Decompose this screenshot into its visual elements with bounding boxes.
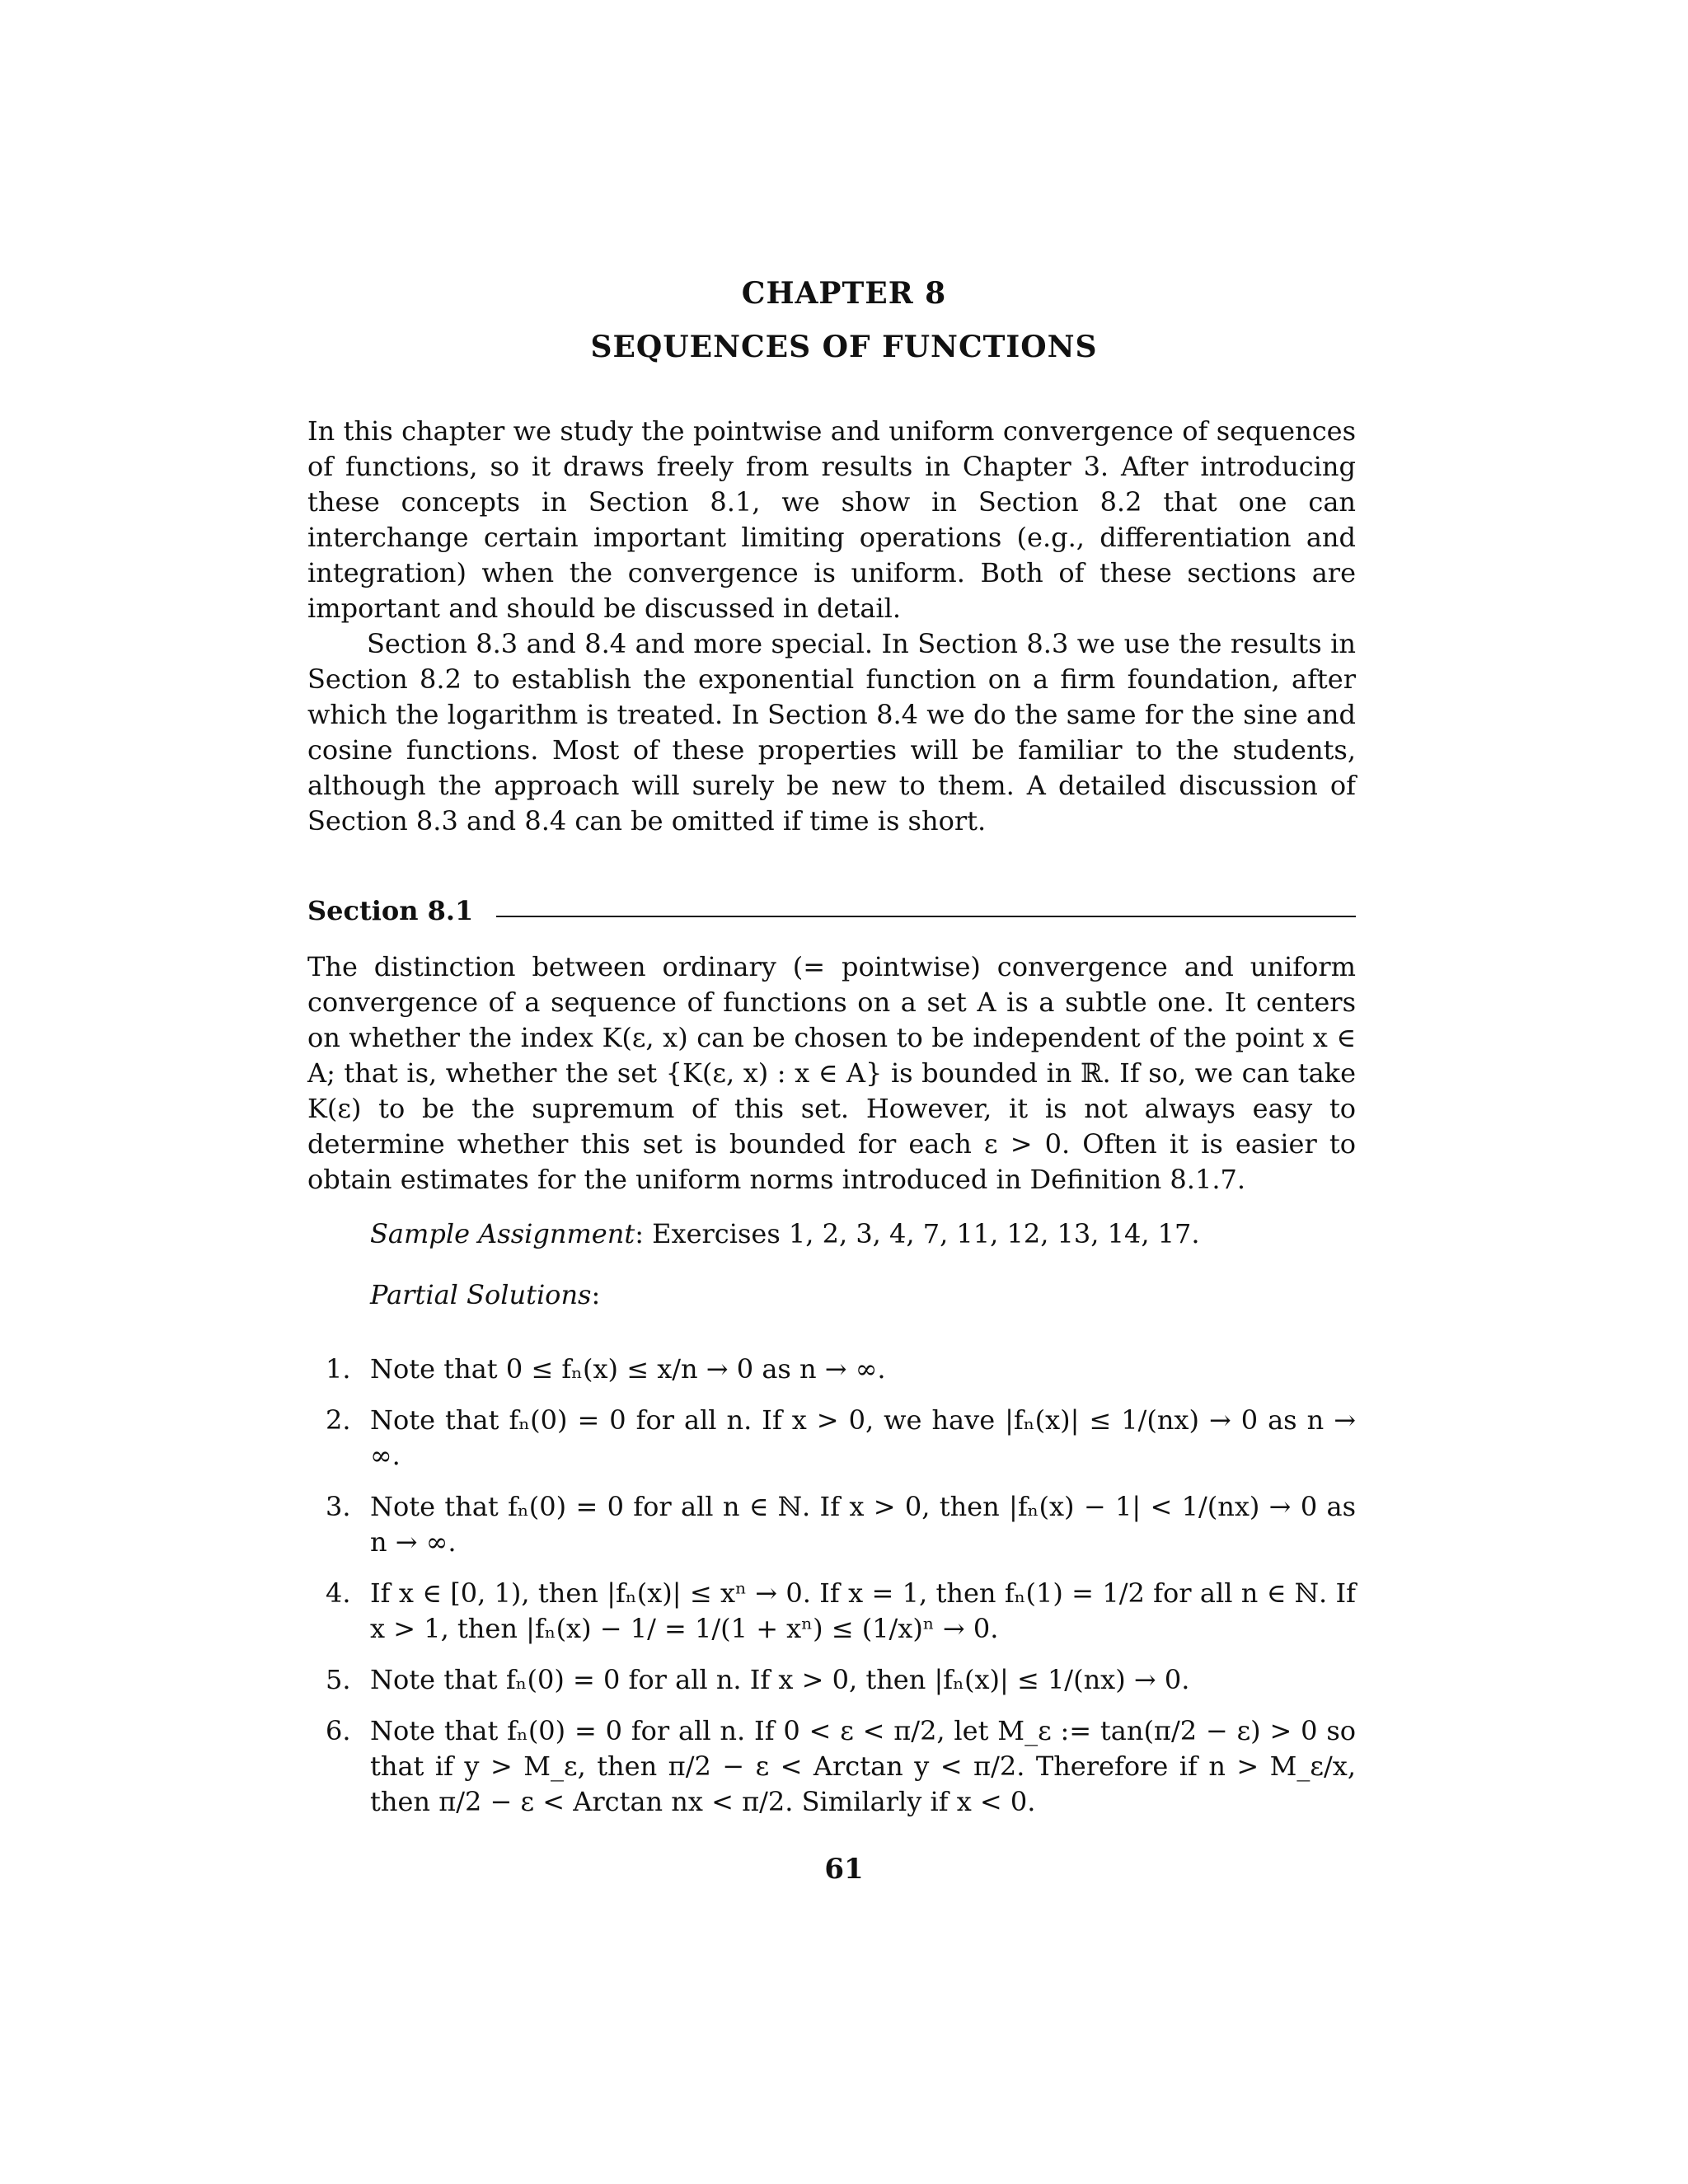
solution-number: 6. bbox=[326, 1715, 351, 1746]
section-paragraph: The distinction between ordinary (= pointwise) convergence and uniform convergence of a sequence of functions on a set A is a subtle one. It centers on whether the index K(ε, x) can be chosen to be independent of the point x ∈ A; that is, whether the set {K(ε, x) : x ∈ A} is bounded in ℝ. If so, we can take K(ε) to be the supremum of this set. However, it is not always easy to determine whether this set is bounded for each ε > 0. Often it is easier to obtain estimates for the uniform norms introduced in Definition 8.1.7. bbox=[307, 951, 1356, 1195]
solution-text: Note that fₙ(0) = 0 for all n. If 0 < ε < π/2, let M_ε := tan(π/2 − ε) > 0 so that if y > M_ε, then π/2 − ε < Arctan y < π/2. Therefore if n > M_ε/x, then π/2 − ε < Arctan nx < π/2. Similarly if x < 0. bbox=[370, 1715, 1356, 1817]
partial-solutions-colon: : bbox=[591, 1279, 601, 1310]
section-rule bbox=[496, 916, 1356, 917]
section-label: Section 8.1 bbox=[307, 895, 474, 926]
list-item bbox=[307, 1662, 1356, 1698]
solution-text: Note that fₙ(0) = 0 for all n. If x > 0, then |fₙ(x)| ≤ 1/(nx) → 0. bbox=[370, 1664, 1190, 1695]
solution-text: If x ∈ [0, 1), then |fₙ(x)| ≤ xⁿ → 0. If x = 1, then fₙ(1) = 1/2 for all n ∈ ℕ. If x > 1, then |fₙ(x) − 1/ = 1/(1 + xⁿ) ≤ (1/x)ⁿ → 0. bbox=[370, 1577, 1356, 1644]
solution-number: 3. bbox=[326, 1491, 351, 1522]
list-item bbox=[307, 1576, 1356, 1647]
list-item bbox=[307, 1713, 1356, 1820]
solution-number: 4. bbox=[326, 1577, 351, 1609]
chapter-label: CHAPTER 8 bbox=[741, 276, 947, 311]
solutions-list bbox=[307, 1352, 1356, 1835]
list-item bbox=[307, 1403, 1356, 1474]
solution-text: Note that fₙ(0) = 0 for all n. If x > 0, we have |fₙ(x)| ≤ 1/(nx) → 0 as n → ∞. bbox=[370, 1404, 1356, 1471]
partial-solutions-label: Partial Solutions bbox=[370, 1279, 592, 1310]
list-item bbox=[307, 1352, 1356, 1387]
partial-solutions-heading bbox=[370, 1277, 600, 1313]
intro-paragraph-2: Section 8.3 and 8.4 and more special. In Section 8.3 we use the results in Section 8.2 to establish the exponential function on a firm foundation, after which the logarithm is treated. In Section 8.4 we do the same for the sine and cosine functions. Most of these properties will be familiar to the students, although the approach will surely be new to them. A detailed discussion of Section 8.3 and 8.4 can be omitted if time is short. bbox=[307, 628, 1356, 837]
solution-number: 2. bbox=[326, 1404, 351, 1436]
intro-paragraph-1: In this chapter we study the pointwise and uniform convergence of sequences of functions, so it draws freely from results in Chapter 3. After introducing these concepts in Section 8.1, we show in Section 8.2 that one can interchange certain important limiting operations (e.g., differentiation and integration) when the convergence is uniform. Both of these sections are important and should be discussed in detail. bbox=[307, 415, 1356, 624]
section-heading bbox=[307, 893, 1356, 929]
solution-text: Note that fₙ(0) = 0 for all n ∈ ℕ. If x > 0, then |fₙ(x) − 1| < 1/(nx) → 0 as n → ∞. bbox=[370, 1491, 1356, 1558]
list-item bbox=[307, 1489, 1356, 1560]
solution-number: 1. bbox=[326, 1353, 351, 1385]
chapter-title: SEQUENCES OF FUNCTIONS bbox=[590, 330, 1098, 364]
solution-text: Note that 0 ≤ fₙ(x) ≤ x/n → 0 as n → ∞. bbox=[370, 1353, 886, 1385]
solution-number: 5. bbox=[326, 1664, 351, 1695]
sample-assignment-label: Sample Assignment bbox=[370, 1218, 635, 1249]
sample-assignment-text: : Exercises 1, 2, 3, 4, 7, 11, 12, 13, 14, 17. bbox=[635, 1218, 1200, 1249]
sample-assignment bbox=[370, 1216, 1200, 1252]
page-number: 61 bbox=[824, 1853, 864, 1886]
